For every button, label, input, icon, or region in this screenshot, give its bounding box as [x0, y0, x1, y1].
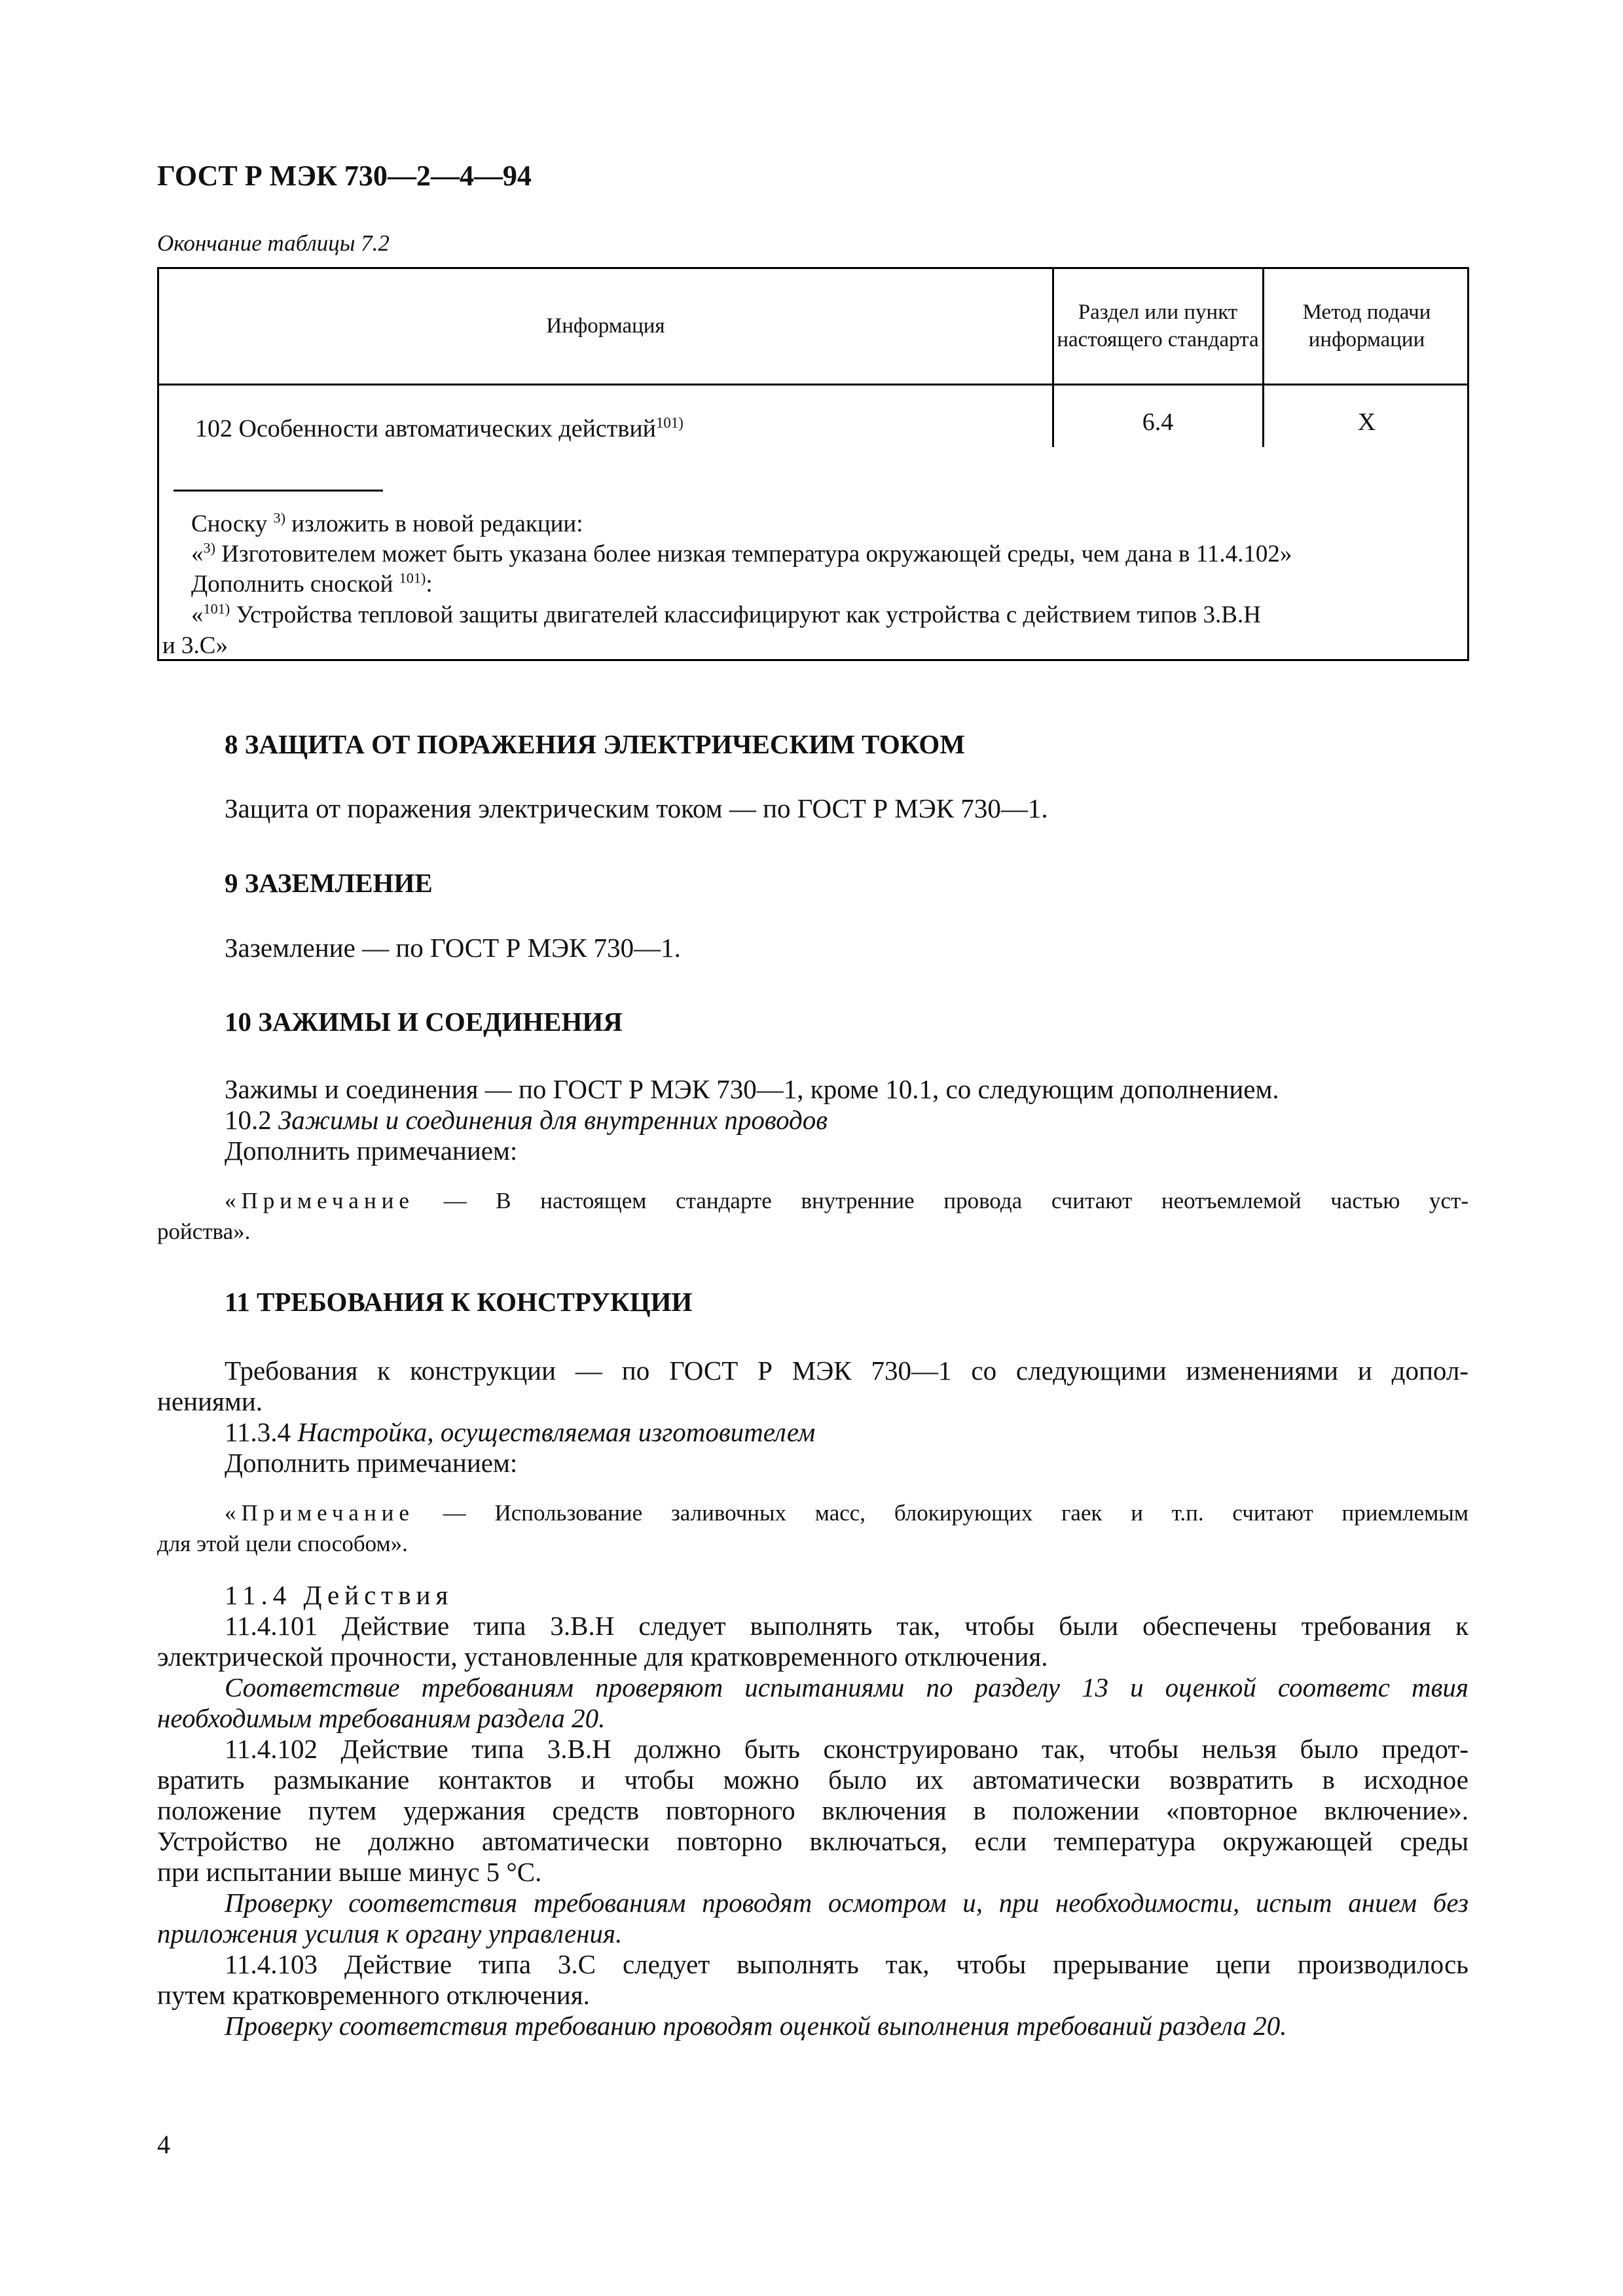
document-header: ГОСТ Р МЭК 730—2—4—94 [157, 160, 532, 192]
section-11-p1-line-1: Требования к конструкции — по ГОСТ Р МЭК 730—1 со следующими изменениями и допол- [225, 1355, 1468, 1386]
footnote-text: « [191, 601, 204, 628]
table-header-divider [159, 384, 1467, 386]
note-label: «Примечание [225, 1500, 414, 1526]
clause-11-4-101-line-1: 11.4.101 Действие типа 3.В.Н следует выполнять так, чтобы были обеспечены требования к [225, 1611, 1468, 1641]
clause-number: 10.2 [225, 1105, 272, 1135]
clause-11-4-103-line-2: путем кратковременного отключения. [157, 1980, 590, 2010]
table-cell-info: 102 Особенности автоматических действий [195, 415, 657, 442]
note-text: — В настоящем стандарте внутренние провода считают неотъемлемой частью уст- [443, 1188, 1468, 1213]
footnote-ref: 3) [273, 509, 286, 526]
note-label: «Примечание [225, 1188, 414, 1213]
footnote-text: Устройства тепловой защиты двигателей классифицируют как устройства с действием типов 3.В.Н [236, 601, 1261, 628]
section-10-p2 [225, 1104, 828, 1136]
clause-11-4-101-check-line-2: необходимым требованиям раздела 20. [157, 1703, 606, 1733]
footnote-line-2 [191, 539, 1292, 567]
clause-11-4-102-line-3: положение путем удержания средств повторного включения в положении «повторное включение». [157, 1795, 1468, 1825]
note-text: — Использование заливочных масс, блокирующих гаек и т.п. считают приемлемым [443, 1500, 1469, 1526]
section-11-p3: Дополнить примечанием: [225, 1448, 518, 1478]
section-10-note-line-1 [225, 1188, 1468, 1214]
table-header-section: Раздел или пункт настоящего стандарта [1057, 300, 1259, 351]
clause-11-4-102-line-5: при испытании выше минус 5 °С. [157, 1857, 542, 1887]
section-9-text: Заземление — по ГОСТ Р МЭК 730—1. [225, 933, 681, 963]
clause-11-4-102-line-1: 11.4.102 Действие типа 3.В.Н должно быть сконструировано так, чтобы нельзя было предот- [225, 1734, 1468, 1764]
footnote-line-3 [191, 569, 433, 598]
table-row [195, 414, 684, 443]
footnote-ref: 101) [399, 569, 426, 586]
clause-11-4-101-check-line-1: Соответствие требованиям проверяют испытаниями по разделу 13 и оценкой соответс твия [225, 1672, 1468, 1702]
footnote-text: изложить в новой редакции: [291, 511, 583, 537]
clause-11-4-102-check-line-1: Проверку соответствия требованиям проводят осмотром и, при необходимости, испыт анием без [225, 1888, 1468, 1918]
clause-11-4-103-line-1: 11.4.103 Действие типа 3.С следует выполнять так, чтобы прерывание цепи производилось [225, 1949, 1468, 1979]
subsection-11-4-title: 11.4 Действия [225, 1580, 454, 1610]
section-8-title: 8 ЗАЩИТА ОТ ПОРАЖЕНИЯ ЭЛЕКТРИЧЕСКИМ ТОКОМ [225, 729, 966, 759]
footnote-text: : [426, 571, 433, 598]
section-11-p2 [225, 1416, 815, 1448]
footnote-separator [173, 490, 383, 492]
footnote-text: Дополнить сноской [191, 571, 393, 598]
table-header-info: Информация [546, 314, 665, 338]
clause-11-4-102-check-line-2: приложения усилия к органу управления. [157, 1918, 623, 1948]
section-10-note-line-2: ройства». [157, 1219, 251, 1244]
section-10-p3: Дополнить примечанием: [225, 1136, 518, 1166]
footnote-line-5: и 3.С» [162, 632, 228, 659]
section-11-title: 11 ТРЕБОВАНИЯ К КОНСТРУКЦИИ [225, 1287, 693, 1317]
footnote-text: « [191, 541, 204, 567]
footnote-text: Изготовителем может быть указана более низкая температура окружающей среды, чем дана в 11.4.102» [221, 541, 1292, 567]
table-header-method: Метод подачи информации [1302, 300, 1431, 351]
table-caption: Окончание таблицы 7.2 [157, 230, 390, 256]
section-11-note-line-1 [225, 1500, 1468, 1526]
clause-11-4-103-check: Проверку соответствия требованию проводят оценкой выполнения требований раздела 20. [225, 2011, 1287, 2041]
section-11-p1-line-2: нениями. [157, 1386, 263, 1416]
table-cell-method: X [1357, 408, 1376, 437]
section-10-title: 10 ЗАЖИМЫ И СОЕДИНЕНИЯ [225, 1007, 623, 1037]
section-11-note-line-2: для этой цели способом». [157, 1531, 408, 1556]
section-10-p1: Зажимы и соединения — по ГОСТ Р МЭК 730—1, кроме 10.1, со следующим дополнением. [225, 1074, 1279, 1104]
footnote-text: Сноску [191, 511, 268, 537]
section-8-text: Защита от поражения электрическим током — по ГОСТ Р МЭК 730—1. [225, 793, 1048, 823]
clause-number: 11.3.4 [225, 1417, 291, 1447]
table-cell-info-footnote-ref: 101) [656, 414, 684, 431]
clause-title: Зажимы и соединения для внутренних проводов [278, 1105, 828, 1135]
footnote-line-1 [191, 509, 583, 537]
footnote-ref: 3) [203, 539, 215, 556]
table-cell-section: 6.4 [1142, 408, 1174, 437]
clause-11-4-102-line-4: Устройство не должно автоматически повторно включаться, если температура окружающей среды [157, 1826, 1468, 1856]
footnote-line-4 [191, 600, 1261, 628]
footnote-ref: 101) [203, 600, 230, 617]
clause-11-4-101-line-2: электрической прочности, установленные для кратковременного отключения. [157, 1641, 1048, 1672]
section-9-title: 9 ЗАЗЕМЛЕНИЕ [225, 868, 433, 898]
clause-title: Настройка, осуществляемая изготовителем [297, 1417, 816, 1447]
page-number: 4 [157, 2130, 170, 2159]
clause-11-4-102-line-2: вратить размыкание контактов и чтобы можно было их автоматически возвратить в исходное [157, 1765, 1468, 1795]
